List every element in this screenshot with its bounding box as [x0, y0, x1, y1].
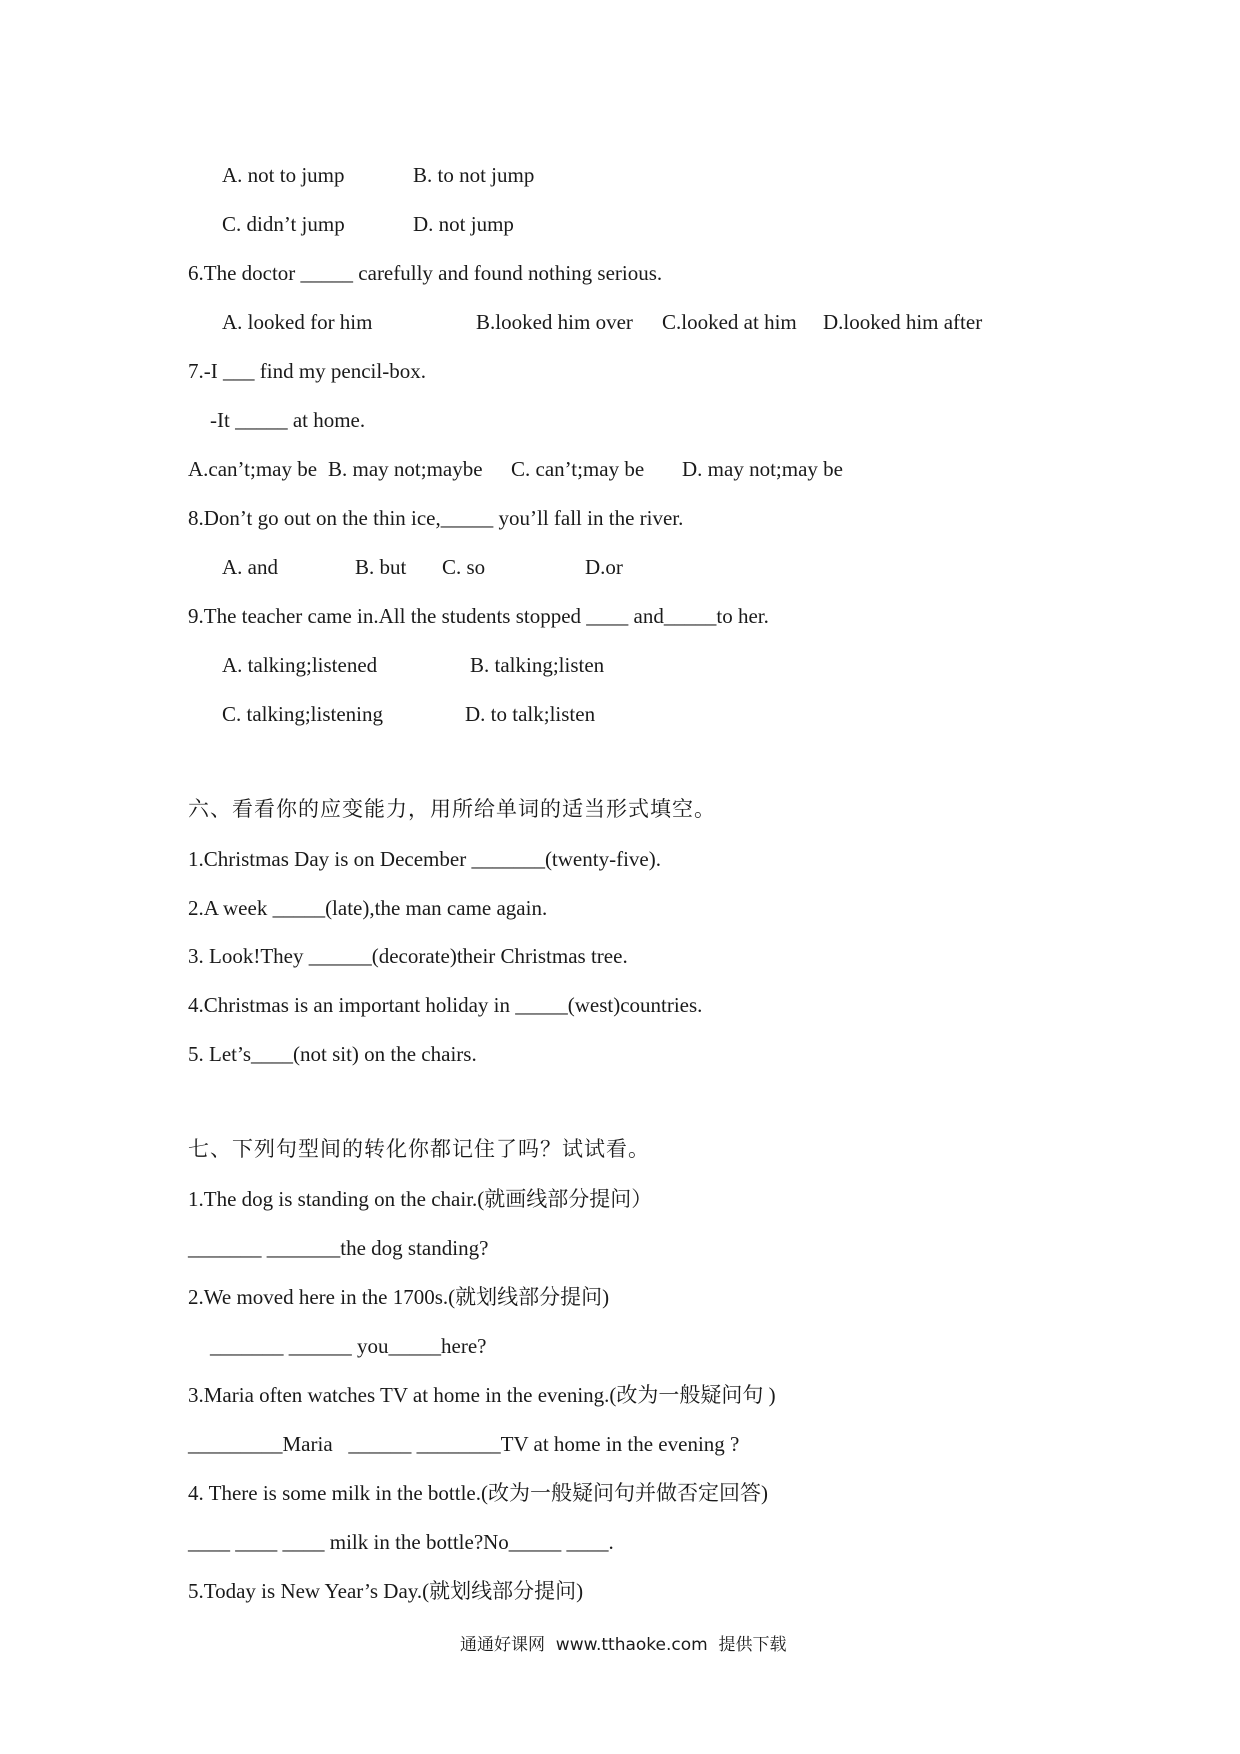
- section6-heading: 六、看看你的应变能力，用所给单词的适当形式填空。: [188, 797, 716, 821]
- section6-item: 3. Look!They ______(decorate)their Christmas tree.: [188, 944, 628, 968]
- section7-item: 4. There is some milk in the bottle.(改为一般疑问句并做否定回答): [188, 1481, 768, 1505]
- q8-option-c: C. so: [442, 555, 486, 579]
- section7-heading: 七、下列句型间的转化你都记住了吗？试试看。: [188, 1137, 650, 1161]
- section7-item: 2.We moved here in the 1700s.(就划线部分提问): [188, 1285, 610, 1309]
- section6-item: 1.Christmas Day is on December _______(twenty-five).: [188, 847, 661, 871]
- section7-item: 5.Today is New Year’s Day.(就划线部分提问): [188, 1579, 584, 1603]
- section7-answer-line: _______ ______ you_____here?: [210, 1334, 487, 1358]
- section7-item: 3.Maria often watches TV at home in the evening.(改为一般疑问句 ): [188, 1383, 776, 1407]
- section7-answer-line: ____ ____ ____ milk in the bottle?No_____ ____.: [188, 1530, 614, 1554]
- q6-stem: 6.The doctor _____ carefully and found nothing serious.: [188, 261, 663, 285]
- q7-option-c: C. can’t;may be: [511, 457, 645, 481]
- section7-item: 1.The dog is standing on the chair.(就画线部分提问）: [188, 1187, 653, 1211]
- q5-option-b: B. to not jump: [413, 163, 535, 187]
- q7-option-a: A.can’t;may be: [188, 457, 318, 481]
- q6-option-a: A. looked for him: [222, 310, 373, 334]
- q8-option-b: B. but: [355, 555, 407, 579]
- q5-option-d: D. not jump: [413, 212, 514, 236]
- q8-option-d: D.or: [585, 555, 623, 579]
- section6-item: 2.A week _____(late),the man came again.: [188, 896, 548, 920]
- q9-stem: 9.The teacher came in.All the students stopped ____ and_____to her.: [188, 604, 769, 628]
- q7-stem-response: -It _____ at home.: [210, 408, 366, 432]
- q7-stem: 7.-I ___ find my pencil-box.: [188, 359, 426, 383]
- q9-option-a: A. talking;listened: [222, 653, 378, 677]
- q8-option-a: A. and: [222, 555, 278, 579]
- section7-answer-line: _______ _______the dog standing?: [188, 1236, 489, 1260]
- page-footer: 通通好课网 www.tthaoke.com 提供下载: [460, 1635, 787, 1655]
- q6-option-d: D.looked him after: [823, 310, 983, 334]
- q5-option-c: C. didn’t jump: [222, 212, 345, 236]
- q5-option-a: A. not to jump: [222, 163, 345, 187]
- q6-option-b: B.looked him over: [476, 310, 633, 334]
- q7-option-b: B. may not;maybe: [328, 457, 483, 481]
- q6-option-c: C.looked at him: [662, 310, 797, 334]
- q9-option-c: C. talking;listening: [222, 702, 383, 726]
- q9-option-b: B. talking;listen: [470, 653, 605, 677]
- section6-item: 5. Let’s____(not sit) on the chairs.: [188, 1042, 477, 1066]
- q8-stem: 8.Don’t go out on the thin ice,_____ you’ll fall in the river.: [188, 506, 684, 530]
- q7-option-d: D. may not;may be: [682, 457, 843, 481]
- section6-item: 4.Christmas is an important holiday in _____(west)countries.: [188, 993, 703, 1017]
- q9-option-d: D. to talk;listen: [465, 702, 596, 726]
- section7-answer-line: _________Maria ______ ________TV at home in the evening ?: [188, 1432, 740, 1456]
